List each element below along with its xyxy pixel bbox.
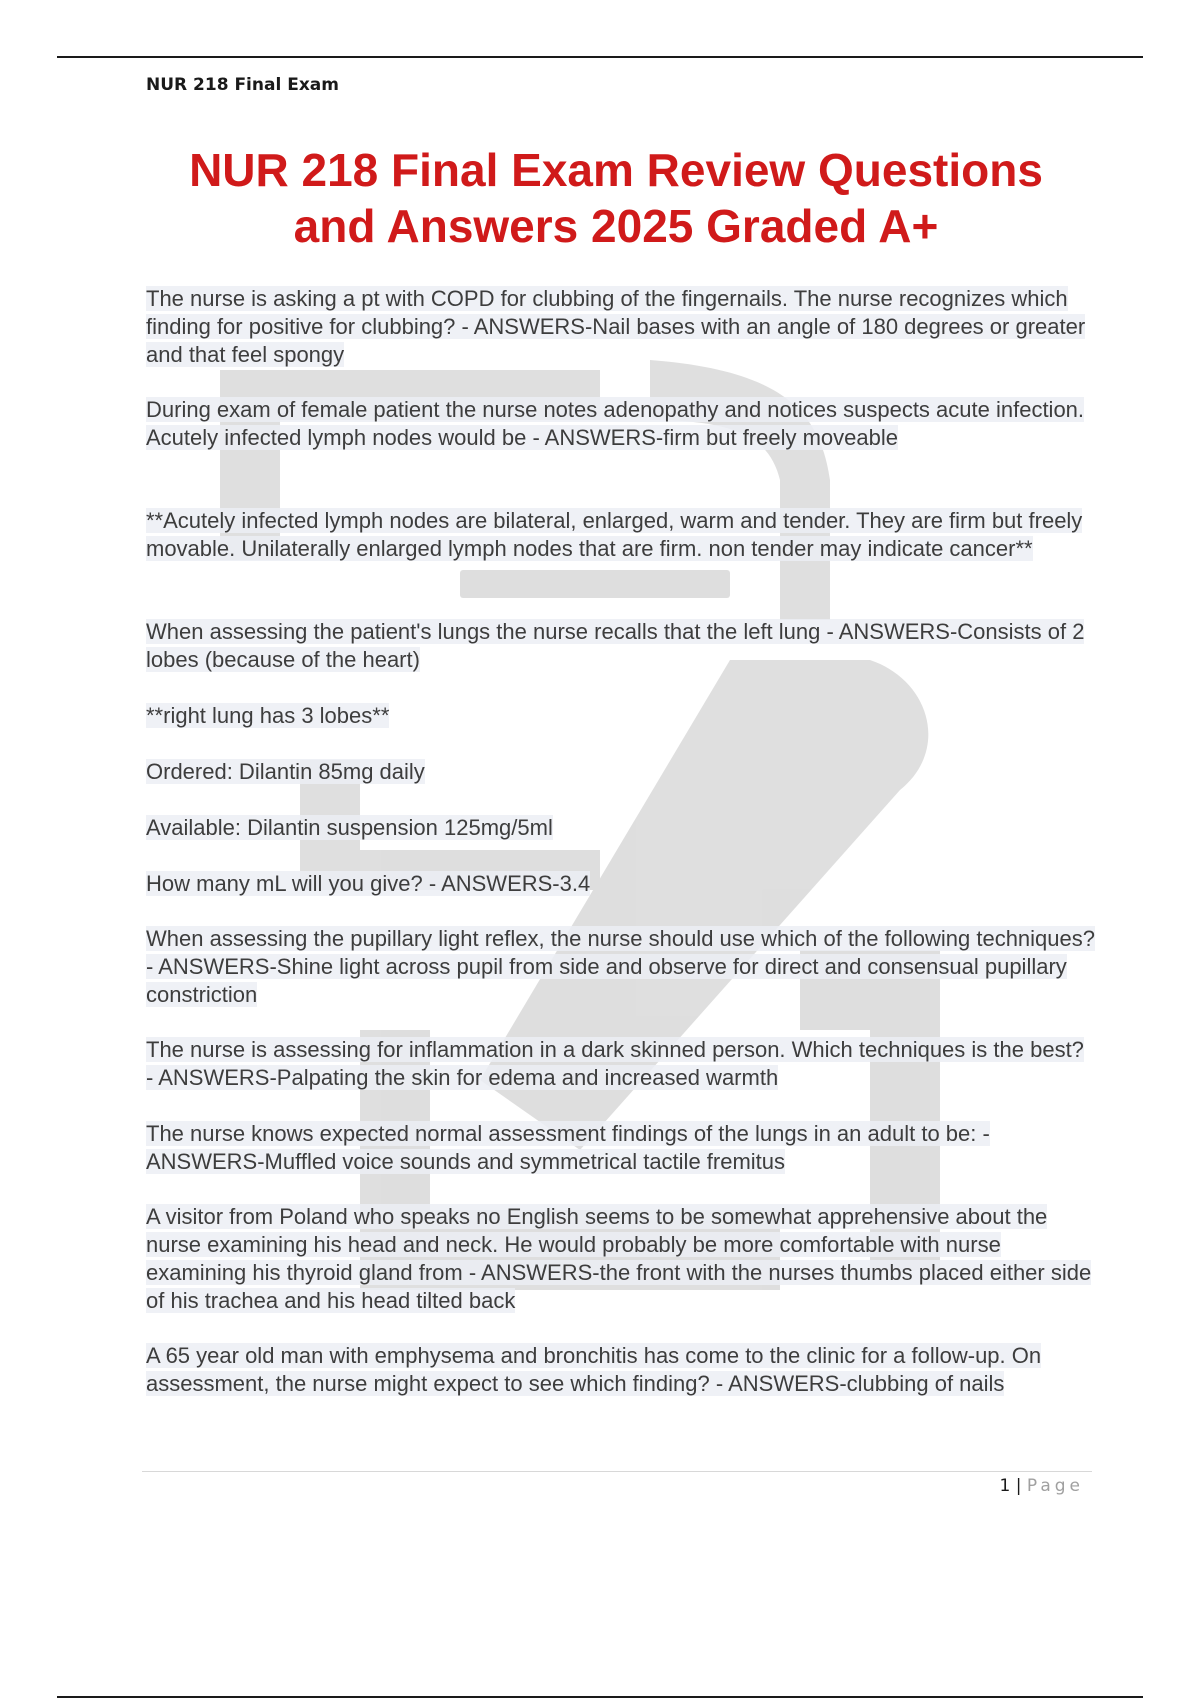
document-title (146, 142, 1086, 254)
qa-paragraph: A 65 year old man with emphysema and bronchitis has come to the clinic for a follow-up. On assessment, the nurse might expect to see which finding? - ANSWERS-clubbing of nails (146, 1343, 1042, 1396)
qa-paragraph: When assessing the pupillary light reflex, the nurse should use which of the following techniques? - ANSWERS-Shine light across pupil from side and observe for direct and consensual pupillary constriction (146, 926, 1095, 1007)
qa-paragraph: Ordered: Dilantin 85mg daily (146, 759, 425, 784)
qa-paragraph: Available: Dilantin suspension 125mg/5ml (146, 815, 553, 840)
qa-note: **Acutely infected lymph nodes are bilateral, enlarged, warm and tender. They are firm but freely movable. Unilaterally enlarged lymph nodes that are firm. non tender may indicate cancer** (146, 508, 1083, 561)
qa-paragraph: How many mL will you give? - ANSWERS-3.4 (146, 871, 591, 896)
qa-paragraph: The nurse knows expected normal assessment findings of the lungs in an adult to be: - ANSWERS-Muffled voice sounds and symmetrical tactile fremitus (146, 1121, 990, 1174)
qa-note: **right lung has 3 lobes** (146, 703, 390, 728)
header-rule (57, 56, 1143, 58)
title-line-2: and Answers 2025 Graded A+ (293, 200, 939, 252)
qa-paragraph: When assessing the patient's lungs the nurse recalls that the left lung - ANSWERS-Consists of 2 lobes (because of the heart) (146, 619, 1085, 672)
running-header: NUR 218 Final Exam (146, 75, 339, 95)
qa-paragraph: The nurse is asking a pt with COPD for clubbing of the fingernails. The nurse recognizes which finding for positive for clubbing? - ANSWERS-Nail bases with an angle of 180 degrees or greater and that feel spongy (146, 286, 1086, 367)
page-separator: | (1015, 1476, 1022, 1496)
qa-paragraph: The nurse is assessing for inflammation in a dark skinned person. Which techniques is the best? - ANSWERS-Palpating the skin for edema and increased warmth (146, 1037, 1084, 1090)
page-label: Page (1026, 1476, 1084, 1496)
bottom-rule (57, 1696, 1143, 1698)
title-line-1: NUR 218 Final Exam Review Questions (189, 144, 1043, 196)
footer-rule (142, 1471, 1092, 1472)
qa-paragraph: During exam of female patient the nurse notes adenopathy and notices suspects acute infection. Acutely infected lymph nodes would be - ANSWERS-firm but freely moveable (146, 397, 1085, 450)
page-number (999, 1476, 1084, 1496)
qa-paragraph: A visitor from Poland who speaks no English seems to be somewhat apprehensive about the nurse examining his head and neck. He would probably be more comfortable with nurse examining his thyroid gland from - ANSWERS-the front with the nurses thumbs placed either side of his trachea and his head tilted back (146, 1204, 1092, 1313)
page-number-value: 1 (999, 1476, 1011, 1496)
